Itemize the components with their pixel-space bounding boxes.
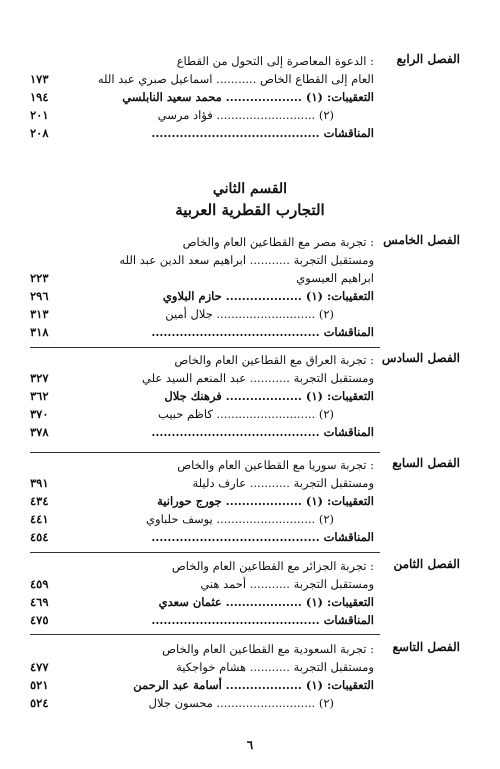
entry-row[interactable] — [30, 106, 374, 124]
page-ref: ٢٠١ — [30, 108, 49, 122]
entry-row[interactable] — [30, 492, 374, 510]
page-ref: ٢٠٨ — [30, 126, 49, 140]
chapter-title-row — [30, 52, 374, 70]
entry-text: التعقيبات: (١) ................... حازم البلاوي — [162, 289, 374, 303]
entry-row[interactable] — [30, 694, 374, 712]
page-ref: ٤٧٥ — [30, 613, 49, 627]
entry-row[interactable] — [30, 251, 374, 269]
chapter-label: الفصل التاسع — [392, 640, 460, 654]
chapter-9 — [30, 640, 460, 714]
page-ref: ٤٥٤ — [30, 530, 49, 544]
entry-row[interactable] — [30, 287, 374, 305]
entry-row[interactable] — [30, 124, 374, 142]
page-ref: ٢٩٦ — [30, 289, 49, 303]
entry-text: التعقيبات: (١) ................... عثمان سعدي — [158, 595, 374, 609]
entry-row[interactable] — [30, 369, 374, 387]
section-number: القسم الثاني — [212, 181, 288, 197]
entry-text: المناقشات .......................................... — [151, 530, 374, 544]
chapter-title-row — [30, 557, 374, 575]
page-ref: ٥٢٤ — [30, 696, 49, 710]
page-ref: ٣٧٠ — [30, 407, 49, 421]
entry-row[interactable] — [30, 593, 374, 611]
chapter-title: : الدعوة المعاصرة إلى التحول من القطاع — [176, 54, 374, 68]
entry-row[interactable] — [30, 305, 374, 323]
chapter-label: الفصل الرابع — [396, 52, 460, 66]
page-ref: ٣١٨ — [30, 325, 49, 339]
entry-row[interactable] — [30, 88, 374, 106]
section-title: التجارب القطرية العربية — [175, 201, 325, 219]
entry-text: (٢) ........................... محسون جلال — [148, 696, 334, 710]
chapter-title: : تجربة مصر مع القطاعين العام والخاص — [182, 235, 374, 249]
entry-text: ومستقبل التجربة ........... عبد المنعم السيد علي — [142, 371, 374, 385]
page-ref: ١٧٣ — [30, 72, 49, 86]
page-ref: ٤٥٩ — [30, 577, 49, 591]
entry-text: التعقيبات: (١) ................... محمد سعيد النابلسي — [122, 90, 374, 104]
entry-text: التعقيبات: (١) ................... أسامة عبد الرحمن — [133, 678, 374, 692]
chapter-title: : تجربة سوريا مع القطاعين العام والخاص — [177, 458, 374, 472]
entry-text: (٢) ........................... يوسف حلباوي — [146, 512, 334, 526]
entry-text: (٢) ........................... جلال أمين — [165, 307, 334, 321]
chapter-5 — [30, 233, 460, 343]
divider — [30, 347, 380, 348]
chapter-title: : تجربة الجزائر مع القطاعين العام والخاص — [171, 559, 374, 573]
page-ref: ٥٢١ — [30, 678, 49, 692]
page-number: ٦ — [246, 738, 254, 752]
divider — [30, 452, 380, 453]
chapter-entries — [30, 557, 374, 629]
page-ref: ٣٧٨ — [30, 425, 49, 439]
divider — [30, 634, 380, 635]
entry-text: ومستقبل التجربة ........... هشام خواجكية — [176, 660, 374, 674]
entry-text: التعقيبات: (١) ................... فرهنك جلال — [164, 389, 374, 403]
chapter-entries — [30, 52, 374, 142]
page-ref: ٣٢٧ — [30, 371, 49, 385]
entry-row[interactable] — [30, 528, 374, 546]
page-ref: ٤٦٩ — [30, 595, 49, 609]
chapter-title: : تجربة السعودية مع القطاعين العام والخاص — [162, 642, 374, 656]
page-ref: ٤٤١ — [30, 512, 49, 526]
entry-row[interactable] — [30, 676, 374, 694]
entry-text: ومستقبل التجربة ........... ابراهيم سعد الدين عبد الله — [119, 253, 374, 267]
entry-text: المناقشات .......................................... — [151, 325, 374, 339]
chapter-7 — [30, 456, 460, 546]
entry-text: (٢) ........................... فؤاد مرسي — [157, 108, 334, 122]
entry-text: المناقشات .......................................... — [151, 126, 374, 140]
chapter-title-row — [30, 640, 374, 658]
entry-row[interactable] — [30, 70, 374, 88]
chapter-entries — [30, 233, 374, 341]
chapter-label: الفصل السادس — [381, 351, 460, 365]
entry-text: ابراهيم العيسوي — [296, 271, 374, 285]
entry-row[interactable] — [30, 575, 374, 593]
chapter-6 — [30, 351, 460, 441]
divider — [30, 552, 380, 553]
entry-row[interactable] — [30, 611, 374, 629]
page-ref: ٣٦٢ — [30, 389, 49, 403]
page-ref: ٣١٣ — [30, 307, 49, 321]
entry-row[interactable] — [30, 323, 374, 341]
page-ref: ٤٧٧ — [30, 660, 49, 674]
chapter-title-row — [30, 351, 374, 369]
entry-text: التعقيبات: (١) ................... جورج حورانية — [157, 494, 374, 508]
chapter-entries — [30, 640, 374, 712]
chapter-label: الفصل الخامس — [383, 233, 460, 247]
entry-text: المناقشات .......................................... — [151, 425, 374, 439]
entry-row[interactable] — [30, 387, 374, 405]
entry-row[interactable] — [30, 423, 374, 441]
chapter-4 — [30, 52, 460, 152]
entry-text: العام إلى القطاع الخاص ........... اسماعيل صبري عبد الله — [97, 72, 374, 86]
page-ref: ٣٩١ — [30, 476, 49, 490]
chapter-label: الفصل السابع — [392, 456, 460, 470]
chapter-entries — [30, 456, 374, 546]
entry-text: ومستقبل التجربة ........... أحمد هني — [200, 577, 374, 591]
entry-row[interactable] — [30, 510, 374, 528]
entry-row[interactable] — [30, 658, 374, 676]
chapter-title-row — [30, 233, 374, 251]
chapter-title-row — [30, 456, 374, 474]
entry-row[interactable] — [30, 405, 374, 423]
page-ref: ٤٣٤ — [30, 494, 49, 508]
entry-row[interactable] — [30, 269, 374, 287]
chapter-title: : تجربة العراق مع القطاعين العام والخاص — [174, 353, 374, 367]
entry-row[interactable] — [30, 474, 374, 492]
chapter-8 — [30, 557, 460, 631]
entry-text: (٢) ........................... كاظم حبيب — [158, 407, 334, 421]
chapter-entries — [30, 351, 374, 441]
entry-text: ومستقبل التجربة ........... عارف دليلة — [192, 476, 374, 490]
entry-text: المناقشات .......................................... — [151, 613, 374, 627]
chapter-label: الفصل الثامن — [393, 557, 460, 571]
page-ref: ١٩٤ — [30, 90, 49, 104]
page-ref: ٢٢٣ — [30, 271, 49, 285]
